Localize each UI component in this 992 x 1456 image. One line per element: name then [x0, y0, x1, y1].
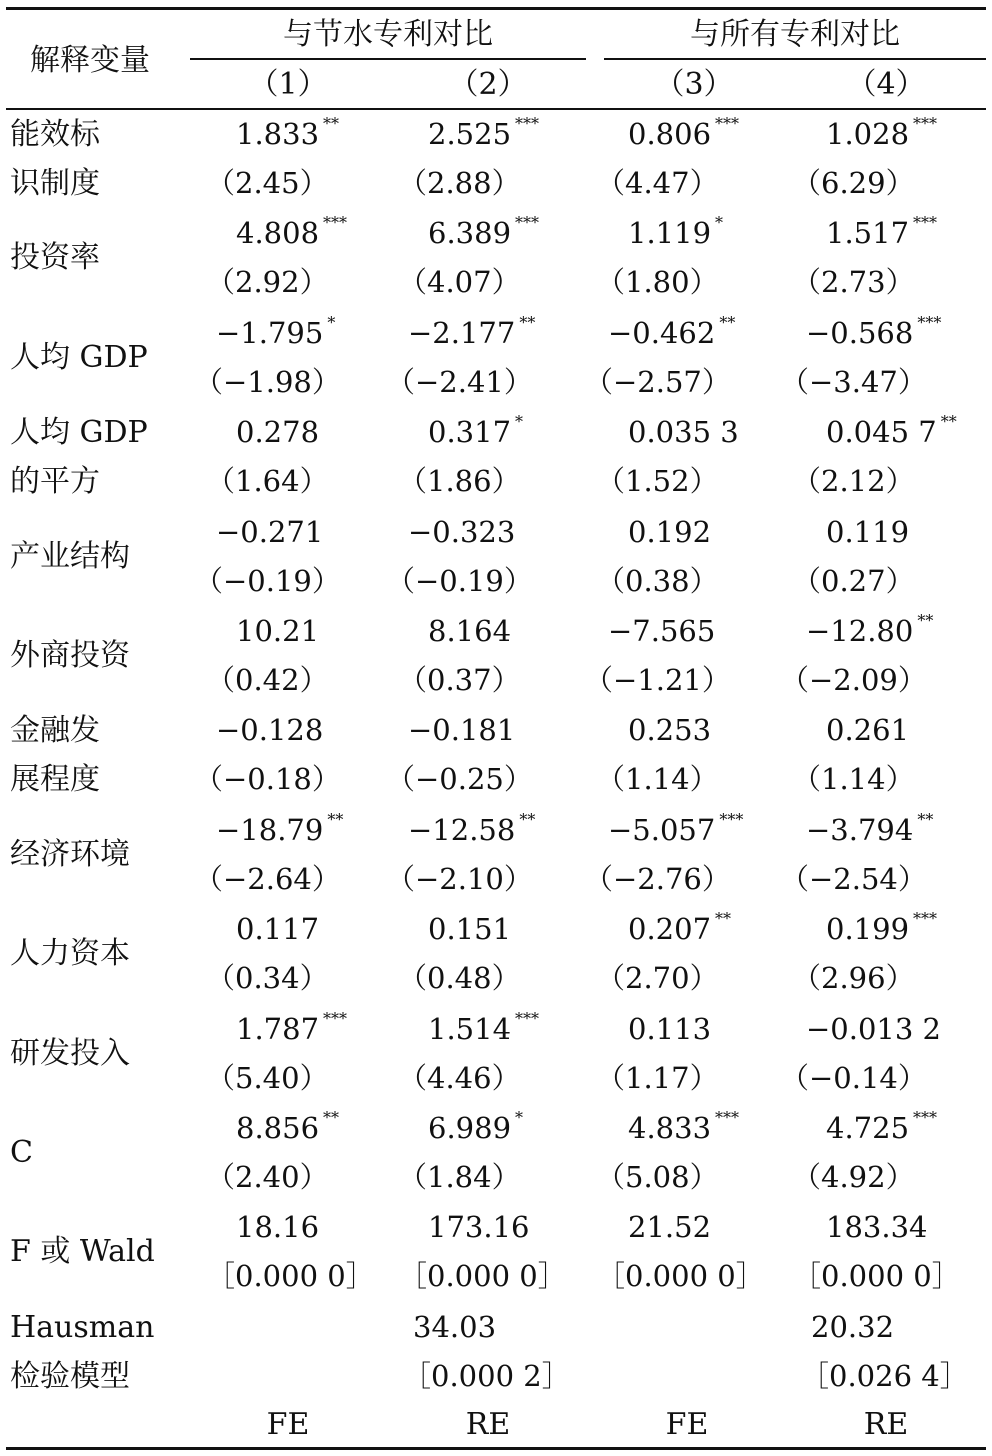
coefficient-value: −0.271: [216, 514, 324, 549]
statistic-cell: （1.86）: [398, 464, 521, 499]
coefficient-cell: [408, 809, 536, 847]
row-label: 金融发: [10, 713, 100, 749]
coefficient-value: −18.79: [216, 812, 324, 847]
coefficient-value: 8.164: [428, 614, 512, 648]
coefficient-value: 183.34: [826, 1210, 928, 1245]
coefficient-value: 1.787: [236, 1011, 320, 1046]
coefficient-value: −12.58: [408, 812, 516, 847]
coefficient-cell: [826, 213, 938, 251]
coefficient-value: 8.856: [236, 1111, 320, 1145]
statistic-cell: （−0.25）: [386, 762, 533, 797]
statistic-cell: （−2.41）: [386, 364, 533, 399]
coefficient-value: 173.16: [428, 1210, 530, 1245]
statistic-cell: （4.07）: [398, 265, 521, 300]
row-label: F 或 Wald: [10, 1234, 155, 1270]
hausman-p-col2: ［0.000 2］: [402, 1359, 571, 1393]
coefficient-cell: [236, 1108, 340, 1145]
coefficient-value: 1.514: [428, 1011, 512, 1046]
header-var-label: 解释变量: [30, 43, 150, 78]
coefficient-cell: [216, 809, 344, 847]
coefficient-cell: [408, 713, 516, 748]
significance-stars: **: [519, 809, 536, 829]
significance-stars: ***: [913, 1108, 938, 1127]
statistic-cell: （0.27）: [792, 563, 915, 598]
significance-stars: ***: [515, 1008, 540, 1028]
model-col-2: RE: [465, 1407, 511, 1442]
coefficient-cell: [826, 713, 910, 748]
row-label: 外商投资: [10, 638, 130, 673]
coefficient-cell: [236, 912, 320, 947]
statistic-cell: ［0.000 0］: [596, 1259, 765, 1294]
coefficient-value: 18.16: [236, 1210, 320, 1245]
coefficient-cell: [216, 713, 324, 748]
coefficient-value: 1.833: [236, 117, 320, 151]
row-label: 识制度: [10, 166, 100, 201]
statistic-cell: （−1.21）: [584, 663, 731, 697]
significance-stars: **: [715, 909, 732, 929]
coefficient-value: −3.794: [806, 812, 914, 847]
coefficient-value: −0.323: [408, 514, 516, 549]
coefficient-cell: [628, 909, 732, 947]
coefficient-cell: [628, 415, 739, 450]
coefficient-cell: [236, 415, 320, 450]
coefficient-value: 0.035 3: [628, 415, 739, 450]
statistic-cell: （4.47）: [596, 166, 719, 200]
coefficient-cell: [826, 114, 938, 151]
hausman-label-line1: Hausman: [10, 1310, 155, 1345]
coefficient-value: 0.192: [628, 514, 712, 549]
bottom-rule: [6, 1447, 986, 1450]
significance-stars: ***: [715, 114, 740, 133]
significance-stars: **: [519, 312, 536, 332]
coefficient-cell: [608, 312, 736, 350]
coefficient-cell: [806, 1011, 941, 1046]
coefficient-value: −7.565: [608, 614, 716, 648]
coefficient-value: 6.389: [428, 216, 512, 251]
coefficient-value: −0.013 2: [806, 1011, 941, 1046]
statistic-cell: ［0.000 0］: [398, 1259, 567, 1294]
statistic-cell: （4.92）: [792, 1160, 915, 1194]
coefficient-cell: [628, 514, 712, 549]
coefficient-cell: [236, 1210, 320, 1245]
statistic-cell: （1.52）: [596, 464, 719, 499]
row-label: 研发投入: [10, 1035, 130, 1071]
significance-stars: ***: [323, 1008, 348, 1028]
coefficient-cell: [428, 614, 512, 648]
statistic-cell: （−2.10）: [386, 861, 533, 896]
statistic-cell: （0.38）: [596, 563, 719, 598]
statistic-cell: （−2.09）: [780, 663, 927, 697]
coefficient-cell: [826, 1108, 938, 1145]
statistic-cell: （−2.54）: [780, 861, 927, 896]
statistic-cell: （−1.98）: [194, 364, 341, 399]
significance-stars: *: [515, 1108, 524, 1127]
coefficient-cell: [628, 213, 724, 251]
hausman-label-line2: 检验模型: [10, 1359, 130, 1394]
statistic-cell: （5.08）: [596, 1160, 719, 1194]
row-label: 人均 GDP: [10, 415, 148, 451]
coefficient-cell: [236, 213, 348, 251]
coefficient-cell: [806, 809, 934, 847]
coefficient-value: 1.517: [826, 216, 910, 251]
row-label: C: [10, 1135, 33, 1170]
group2-rule: [604, 58, 986, 60]
header-col-1: （1）: [248, 67, 328, 102]
row-label: 展程度: [10, 762, 100, 798]
coefficient-value: 0.119: [826, 514, 910, 549]
coefficient-value: 4.833: [628, 1111, 712, 1145]
statistic-cell: （2.88）: [398, 166, 521, 200]
coefficient-cell: [428, 912, 512, 947]
coefficient-cell: [216, 312, 336, 350]
coefficient-cell: [826, 412, 957, 450]
significance-stars: **: [940, 412, 957, 432]
coefficient-value: 4.808: [236, 216, 320, 251]
statistic-cell: （−2.64）: [194, 861, 341, 896]
coefficient-value: 0.113: [628, 1011, 712, 1046]
significance-stars: *: [715, 213, 724, 233]
significance-stars: **: [917, 611, 934, 630]
statistic-cell: （1.14）: [792, 762, 915, 797]
significance-stars: ***: [913, 909, 938, 929]
statistic-cell: （−2.76）: [584, 861, 731, 896]
coefficient-cell: [428, 1210, 530, 1245]
significance-stars: ***: [515, 114, 540, 133]
coefficient-value: 4.725: [826, 1111, 910, 1145]
header-col-4: （4）: [846, 67, 926, 102]
header-col-3: （3）: [654, 67, 734, 102]
statistic-cell: （−2.57）: [584, 364, 731, 399]
row-label: 投资率: [10, 240, 100, 276]
statistic-cell: （2.96）: [792, 961, 915, 996]
coefficient-cell: [408, 514, 516, 549]
row-label: 经济环境: [10, 836, 130, 872]
statistic-cell: （1.14）: [596, 762, 719, 797]
coefficient-value: 0.045 7: [826, 415, 937, 450]
coefficient-value: 1.028: [826, 117, 910, 151]
statistic-cell: ［0.000 0］: [792, 1259, 961, 1294]
coefficient-value: 0.253: [628, 713, 712, 748]
coefficient-cell: [236, 614, 320, 648]
coefficient-value: 0.151: [428, 912, 512, 947]
statistic-cell: （−0.19）: [386, 563, 533, 598]
statistic-cell: （1.80）: [596, 265, 719, 300]
significance-stars: ***: [515, 213, 540, 233]
model-col-1: FE: [266, 1407, 310, 1442]
header-col-2: （2）: [448, 67, 528, 102]
statistic-cell: （0.42）: [206, 663, 329, 697]
row-label: 的平方: [10, 464, 100, 500]
statistic-cell: （2.45）: [206, 166, 329, 200]
significance-stars: **: [327, 809, 344, 829]
coefficient-value: −2.177: [408, 315, 516, 350]
coefficient-value: −1.795: [216, 315, 324, 350]
coefficient-value: −0.128: [216, 713, 324, 748]
significance-stars: *: [327, 312, 336, 332]
statistic-cell: （0.48）: [398, 961, 521, 996]
significance-stars: ***: [715, 1108, 740, 1127]
row-label: 产业结构: [10, 538, 130, 574]
coefficient-cell: [826, 909, 938, 947]
top-rule: [6, 7, 986, 10]
coefficient-value: 1.119: [628, 216, 712, 251]
statistic-cell: （0.37）: [398, 663, 521, 697]
coefficient-cell: [428, 114, 540, 151]
statistic-cell: （5.40）: [206, 1060, 329, 1095]
coefficient-cell: [628, 1011, 712, 1046]
row-label: 能效标: [10, 117, 100, 152]
statistic-cell: （−3.47）: [780, 364, 927, 399]
coefficient-cell: [608, 809, 744, 847]
coefficient-value: −0.568: [806, 315, 914, 350]
coefficient-value: −12.80: [806, 614, 914, 648]
coefficient-value: −5.057: [608, 812, 716, 847]
coefficient-value: 0.806: [628, 117, 712, 151]
coefficient-cell: [408, 312, 536, 350]
coefficient-cell: [428, 1108, 524, 1145]
statistic-cell: （−0.19）: [194, 563, 341, 598]
coefficient-value: 0.207: [628, 912, 712, 947]
coefficient-cell: [628, 1210, 712, 1245]
coefficient-cell: [826, 1210, 928, 1245]
statistic-cell: （−0.18）: [194, 762, 341, 797]
coefficient-value: 0.199: [826, 912, 910, 947]
coefficient-cell: [628, 1108, 740, 1145]
coefficient-cell: [806, 312, 942, 350]
coefficient-value: 2.525: [428, 117, 512, 151]
model-col-4: RE: [863, 1407, 909, 1442]
coefficient-cell: [216, 514, 324, 549]
statistic-cell: ［0.000 0］: [206, 1259, 375, 1294]
hausman-value-col4: 20.32: [811, 1310, 895, 1344]
coefficient-cell: [826, 514, 910, 549]
statistic-cell: （1.84）: [398, 1160, 521, 1194]
coefficient-value: −0.181: [408, 713, 516, 748]
hausman-p-col4: ［0.026 4］: [800, 1359, 969, 1393]
significance-stars: ***: [719, 809, 744, 829]
coefficient-cell: [428, 412, 524, 450]
coefficient-value: 0.317: [428, 415, 512, 450]
statistic-cell: （6.29）: [792, 166, 915, 200]
significance-stars: **: [917, 809, 934, 829]
coefficient-value: 21.52: [628, 1210, 712, 1245]
statistic-cell: （0.34）: [206, 961, 329, 996]
row-label: 人均 GDP: [10, 339, 148, 375]
statistic-cell: （2.40）: [206, 1160, 329, 1194]
significance-stars: ***: [913, 114, 938, 133]
coefficient-value: 0.261: [826, 713, 910, 748]
statistic-cell: （4.46）: [398, 1060, 521, 1095]
coefficient-cell: [428, 213, 540, 251]
model-col-3: FE: [665, 1407, 709, 1442]
significance-stars: ***: [917, 312, 942, 332]
statistic-cell: （1.17）: [596, 1060, 719, 1095]
significance-stars: **: [323, 114, 340, 133]
coefficient-cell: [806, 611, 934, 648]
coefficient-cell: [628, 114, 740, 151]
coefficient-cell: [236, 1008, 348, 1046]
coefficient-cell: [236, 114, 340, 151]
row-label: 人力资本: [10, 936, 130, 972]
coefficient-value: −0.462: [608, 315, 716, 350]
statistic-cell: （−0.14）: [780, 1060, 927, 1095]
coefficient-value: 6.989: [428, 1111, 512, 1145]
significance-stars: ***: [913, 213, 938, 233]
statistic-cell: （2.92）: [206, 265, 329, 300]
significance-stars: *: [515, 412, 524, 432]
hausman-value-col2: 34.03: [413, 1310, 497, 1344]
significance-stars: **: [323, 1108, 340, 1127]
coefficient-cell: [428, 1008, 540, 1046]
coefficient-value: 0.117: [236, 912, 320, 947]
significance-stars: **: [719, 312, 736, 332]
coefficient-cell: [608, 614, 716, 648]
coefficient-value: 0.278: [236, 415, 320, 450]
statistic-cell: （2.12）: [792, 464, 915, 499]
header-rule: [6, 108, 986, 110]
statistic-cell: （2.70）: [596, 961, 719, 996]
coefficient-value: 10.21: [236, 614, 320, 648]
statistic-cell: （2.73）: [792, 265, 915, 300]
coefficient-cell: [628, 713, 712, 748]
header-group1: 与节水专利对比: [283, 17, 493, 52]
significance-stars: ***: [323, 213, 348, 233]
statistic-cell: （1.64）: [206, 464, 329, 499]
group1-rule: [190, 58, 586, 60]
header-group2: 与所有专利对比: [690, 17, 900, 52]
